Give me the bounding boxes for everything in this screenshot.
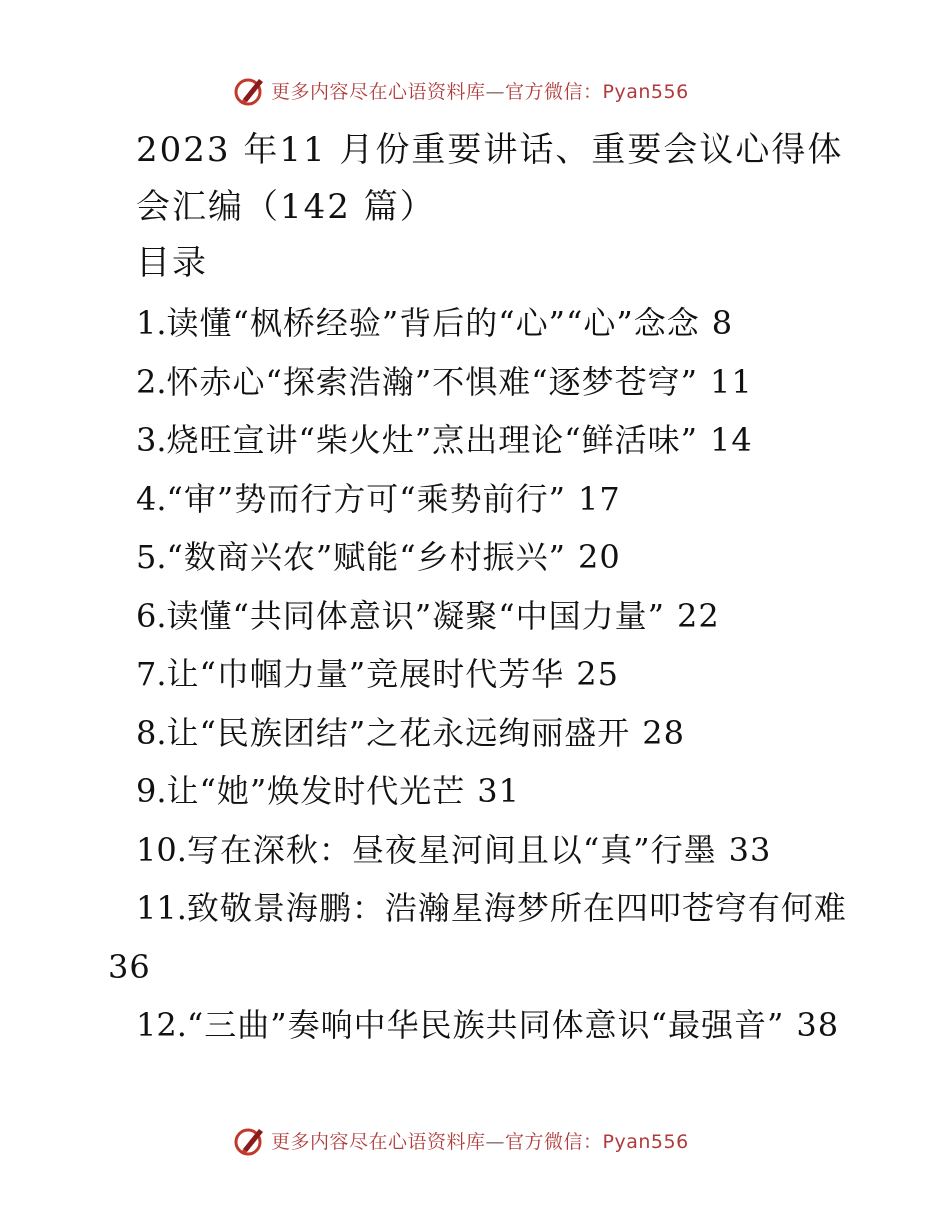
- toc-page-number: 20: [577, 538, 621, 576]
- watermark-header: [233, 72, 689, 108]
- toc-page-number: 28: [642, 713, 685, 752]
- toc-item[interactable]: 11.致敬景海鹏：浩瀚星海梦所在四叩苍穹有何难36: [108, 889, 847, 986]
- toc-page-number: 25: [576, 655, 619, 693]
- toc-item[interactable]: 8.让“民族团结”之花永远绚丽盛开 28: [136, 713, 685, 752]
- watermark-footer: [233, 1122, 689, 1158]
- toc-page-number: 38: [796, 1006, 840, 1044]
- toc-item[interactable]: 1.读懂“枫桥经验”背后的“心”“心”念念 8: [136, 304, 734, 342]
- toc-page-number: 11: [709, 362, 753, 401]
- toc-page-number: 8: [711, 304, 734, 342]
- toc-item[interactable]: 12.“三曲”奏响中华民族共同体意识“最强音” 38: [136, 1006, 840, 1044]
- toc-page-number: 33: [728, 830, 772, 869]
- watermark-text: 更多内容尽在心语资料库—官方微信：Pyan556: [271, 80, 689, 103]
- toc-item[interactable]: 5.“数商兴农”赋能“乡村振兴” 20: [136, 538, 621, 576]
- toc-item[interactable]: 7.让“巾帼力量”竞展时代芳华 25: [136, 655, 619, 693]
- watermark-text: 更多内容尽在心语资料库—官方微信：Pyan556: [271, 1130, 689, 1153]
- document-title: 2023 年11 月份重要讲话、重要会议心得体会汇编（142 篇）: [136, 130, 844, 227]
- toc-page-number: 22: [676, 596, 720, 635]
- toc-item[interactable]: 6.读懂“共同体意识”凝聚“中国力量” 22: [136, 596, 720, 635]
- toc-item[interactable]: 2.怀赤心“探索浩瀚”不惧难“逐梦苍穹” 11: [136, 362, 753, 401]
- toc-item[interactable]: 3.烧旺宣讲“柴火灶”烹出理论“鲜活味” 14: [136, 421, 753, 459]
- toc-item[interactable]: 9.让“她”焕发时代光芒 31: [136, 772, 520, 810]
- pen-in-circle-icon: [233, 73, 267, 107]
- toc-page-number: 17: [577, 479, 621, 518]
- toc-page-number: 14: [709, 421, 753, 459]
- toc-item[interactable]: 4.“审”势而行方可“乘势前行” 17: [136, 479, 621, 518]
- toc-page-number: 36: [108, 947, 151, 986]
- toc-heading: 目录: [136, 243, 208, 283]
- pen-in-circle-icon: [233, 1123, 267, 1157]
- table-of-contents: [96, 294, 876, 1055]
- toc-page-number: 31: [477, 772, 520, 810]
- toc-item[interactable]: 10.写在深秋：昼夜星河间且以“真”行墨 33: [136, 830, 772, 869]
